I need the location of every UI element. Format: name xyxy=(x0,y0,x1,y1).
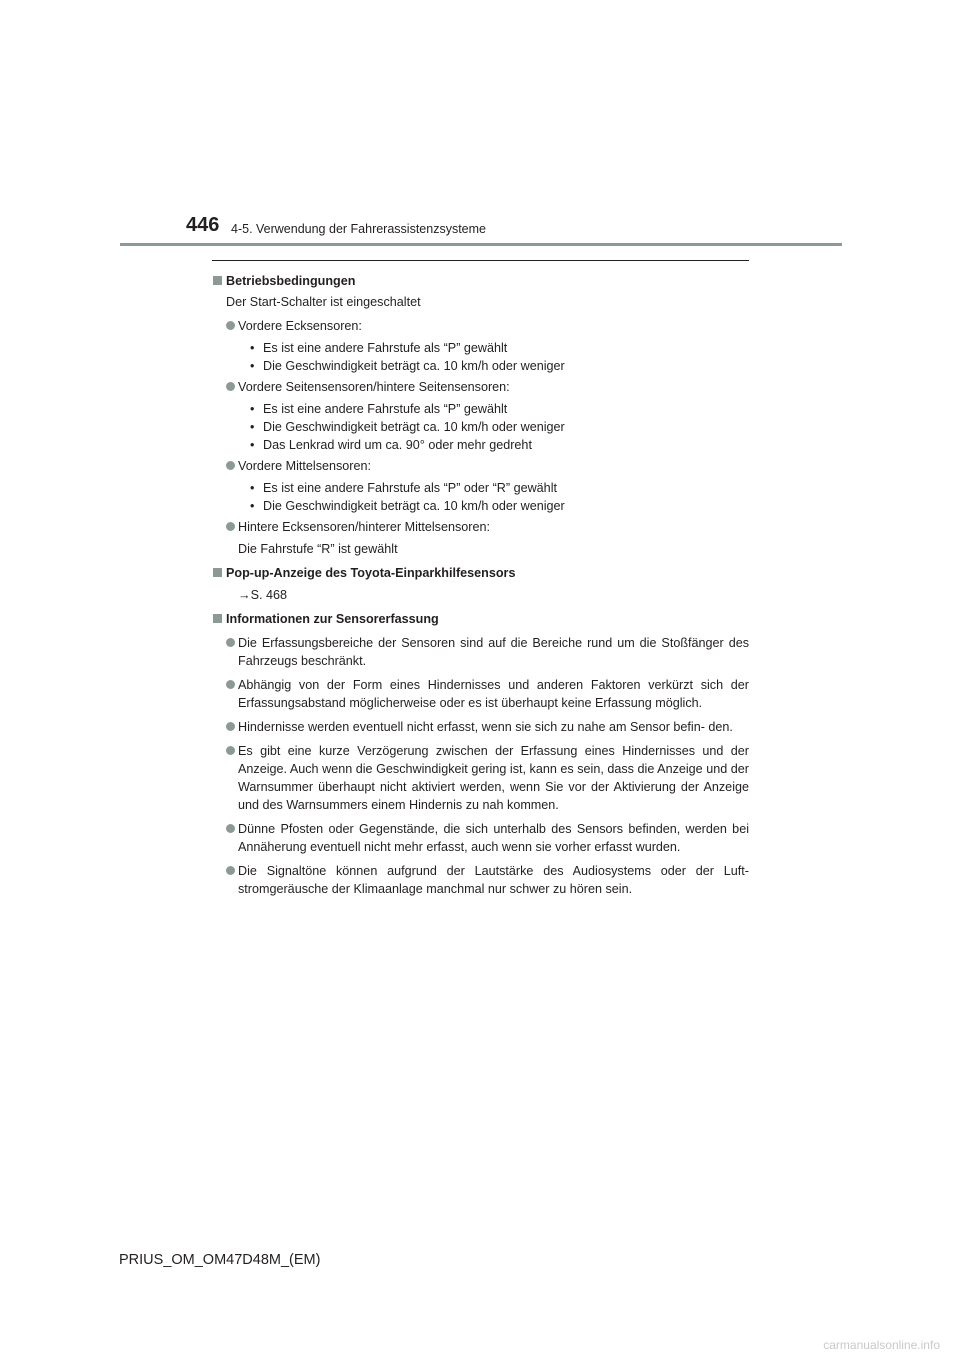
paragraph: Es gibt eine kurze Verzögerung zwischen der Erfassung eines Hindernisses und der Anzeige. Auch wenn die Geschwindigkeit gering ist, kann es sein, dass die Anzeige und der Warnsummer überhaupt nicht aktiviert werden, wenn Sie vor der Aktivierung der Anzeige und des Warnsummers einem Hindernis zu nah kommen. xyxy=(238,744,749,812)
document-code: PRIUS_OM_OM47D48M_(EM) xyxy=(119,1252,321,1268)
list-item xyxy=(212,317,749,335)
page-number: 446 xyxy=(186,214,220,236)
page-content xyxy=(212,268,749,898)
section-heading-detection xyxy=(212,610,749,628)
sub-list xyxy=(212,479,749,515)
sub-list-item: • Es ist eine andere Fahrstufe als “P” gewählt xyxy=(250,341,508,355)
section-title: Betriebsbedingungen xyxy=(226,274,356,288)
sub-list-item: • Die Geschwindigkeit beträgt ca. 10 km/h oder weniger xyxy=(250,499,565,513)
group-label: Hintere Ecksensoren/hinterer Mittelsensoren: xyxy=(238,520,490,534)
circle-bullet-icon xyxy=(226,638,235,647)
circle-bullet-icon xyxy=(226,722,235,731)
watermark: carmanualsonline.info xyxy=(823,1338,940,1352)
list-item xyxy=(212,457,749,475)
list-item xyxy=(212,820,749,856)
square-bullet-icon xyxy=(213,614,222,623)
sub-list-item: • Die Geschwindigkeit beträgt ca. 10 km/h oder weniger xyxy=(250,359,565,373)
list-item xyxy=(212,378,749,396)
paragraph: Dünne Pfosten oder Gegenstände, die sich unterhalb des Sensors befinden, werden bei Annäherung eventuell nicht mehr erfasst, auch wenn sie vorher erfasst wurden. xyxy=(238,822,749,854)
square-bullet-icon xyxy=(213,276,222,285)
square-bullet-icon xyxy=(213,568,222,577)
paragraph: Abhängig von der Form eines Hindernisses und anderen Faktoren verkürzt sich der Erfassungsabstand möglicherweise oder es ist überhaupt keine Erfassung möglich. xyxy=(238,678,749,710)
section-title: Informationen zur Sensorerfassung xyxy=(226,612,439,626)
page-reference-link[interactable]: →S. 468 xyxy=(238,588,288,602)
circle-bullet-icon xyxy=(226,382,235,391)
circle-bullet-icon xyxy=(226,321,235,330)
group-label: Vordere Seitensensoren/hintere Seitensensoren: xyxy=(238,380,510,394)
paragraph: Hindernisse werden eventuell nicht erfasst, wenn sie sich zu nahe am Sensor befin- den. xyxy=(238,720,733,734)
sub-list-item: • Es ist eine andere Fahrstufe als “P” oder “R” gewählt xyxy=(250,481,557,495)
chapter-title: 4-5. Verwendung der Fahrerassistenzsysteme xyxy=(231,222,486,236)
circle-bullet-icon xyxy=(226,746,235,755)
sub-list-item: • Das Lenkrad wird um ca. 90° oder mehr gedreht xyxy=(250,438,532,452)
section-title: Pop-up-Anzeige des Toyota-Einparkhilfesensors xyxy=(226,566,516,580)
list-item xyxy=(212,518,749,536)
sub-list-item: • Es ist eine andere Fahrstufe als “P” gewählt xyxy=(250,402,508,416)
sub-list-item: • Die Geschwindigkeit beträgt ca. 10 km/h oder weniger xyxy=(250,420,565,434)
group-label: Vordere Mittelsensoren: xyxy=(238,459,372,473)
circle-bullet-icon xyxy=(226,824,235,833)
sub-list xyxy=(212,339,749,375)
list-item xyxy=(212,676,749,712)
section-heading-popup xyxy=(212,564,749,582)
circle-bullet-icon xyxy=(226,522,235,531)
group-label: Vordere Ecksensoren: xyxy=(238,319,362,333)
section-heading-operating xyxy=(212,272,749,290)
section-intro: Der Start-Schalter ist eingeschaltet xyxy=(226,295,421,309)
header-rule xyxy=(120,243,842,246)
list-item xyxy=(212,634,749,670)
circle-bullet-icon xyxy=(226,866,235,875)
list-item xyxy=(212,862,749,898)
paragraph: Die Signaltöne können aufgrund der Lautstärke des Audiosystems oder der Luft- stromgeräusche der Klimaanlage manchmal nur schwer zu hören sein. xyxy=(238,864,749,896)
group-text: Die Fahrstufe “R” ist gewählt xyxy=(238,542,398,556)
list-item xyxy=(212,718,749,736)
list-item xyxy=(212,742,749,814)
circle-bullet-icon xyxy=(226,680,235,689)
sub-list xyxy=(212,400,749,454)
circle-bullet-icon xyxy=(226,461,235,470)
section-divider xyxy=(212,260,749,261)
paragraph: Die Erfassungsbereiche der Sensoren sind auf die Bereiche rund um die Stoßfänger des Fahrzeugs beschränkt. xyxy=(238,636,749,668)
